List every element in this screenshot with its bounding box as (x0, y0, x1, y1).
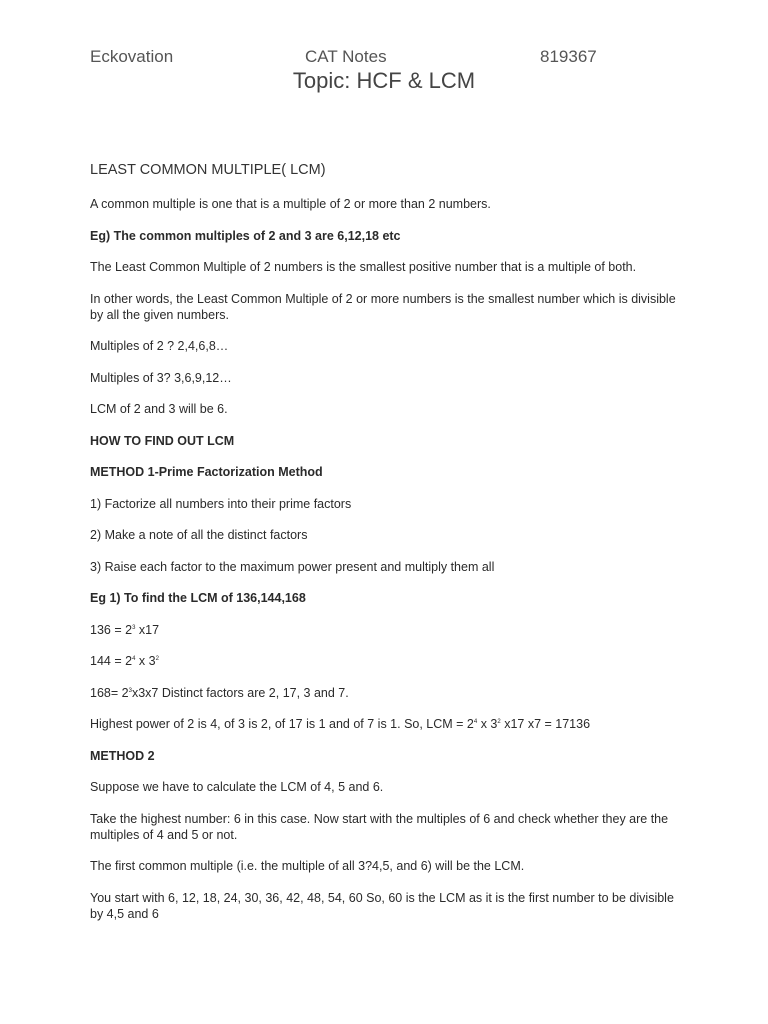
document-id: 819367 (540, 47, 597, 66)
heading-how-to-find: HOW TO FIND OUT LCM (90, 433, 235, 448)
factorization-136 (90, 622, 680, 638)
paragraph-method2-highest: Take the highest number: 6 in this case. Now start with the multiples of 6 and check whether they are the multiples of 4 and 5 or not. (90, 811, 669, 842)
factorization-136-base: 136 = 2 (90, 622, 133, 637)
list-item-step-3: 3) Raise each factor to the maximum power present and multiply them all (90, 559, 495, 574)
paragraph-lcm-definition: The Least Common Multiple of 2 numbers is the smallest positive number that is a multiple of both. (90, 260, 637, 274)
heading-example-1: Eg 1) To find the LCM of 136,144,168 (90, 591, 306, 605)
paragraph-method2-first-common: The first common multiple (i.e. the multiple of all 3?4,5, and 6) will be the LCM. (90, 859, 525, 873)
factorization-144-exponent-2: 2 (155, 656, 159, 662)
paragraph-lcm-other-words: In other words, the Least Common Multiple of 2 or more numbers is the smallest number which is divisible by all the given numbers. (90, 291, 676, 322)
highest-power-text: Highest power of 2 is 4, of 3 is 2, of 17 is 1 and of 7 is 1. So, LCM = 2 (90, 717, 474, 731)
brand-name: Eckovation (90, 47, 174, 66)
document-header (0, 47, 768, 69)
factorization-144 (90, 653, 680, 669)
paragraph-definition: A common multiple is one that is a multiple of 2 or more than 2 numbers. (90, 197, 491, 211)
highest-power-summary (90, 716, 680, 732)
highest-power-exponent-2: 2 (497, 719, 501, 725)
factorization-168 (90, 685, 680, 701)
section-title: LEAST COMMON MULTIPLE( LCM) (90, 162, 326, 178)
factorization-168-rest: x3x7 Distinct factors are 2, 17, 3 and 7. (131, 685, 349, 700)
paragraph-method2-intro: Suppose we have to calculate the LCM of 4, 5 and 6. (90, 780, 384, 794)
highest-power-mid: x 3 (477, 717, 498, 731)
series-name: CAT Notes (305, 47, 387, 66)
heading-method-1: METHOD 1-Prime Factorization Method (90, 465, 323, 479)
factorization-144-exponent-1: 4 (132, 656, 136, 662)
heading-method-2: METHOD 2 (90, 748, 155, 763)
list-item-step-1: 1) Factorize all numbers into their prime factors (90, 496, 352, 511)
paragraph-multiples-of-2: Multiples of 2 ? 2,4,6,8… (90, 339, 229, 353)
list-item-step-2: 2) Make a note of all the distinct factors (90, 528, 308, 542)
factorization-168-base: 168= 2 (90, 685, 129, 700)
factorization-144-mid: x 3 (135, 654, 156, 668)
factorization-136-rest: x17 (135, 622, 160, 637)
highest-power-exponent-1: 4 (473, 719, 478, 725)
paragraph-method2-sequence: You start with 6, 12, 18, 24, 30, 36, 42, 48, 54, 60 So, 60 is the LCM as it is the first number to be divisible by 4,5 and 6 (90, 890, 674, 921)
document-body (90, 162, 680, 937)
factorization-168-exponent: 3 (128, 687, 132, 694)
paragraph-multiples-of-3: Multiples of 3? 3,6,9,12… (90, 370, 232, 385)
highest-power-result: x17 x7 = 17136 (500, 717, 591, 731)
paragraph-example-common: Eg) The common multiples of 2 and 3 are 6,12,18 etc (90, 228, 401, 243)
page-title: Topic: HCF & LCM (292, 68, 476, 93)
paragraph-lcm-of-2-3: LCM of 2 and 3 will be 6. (90, 402, 228, 416)
factorization-136-exponent: 3 (132, 624, 136, 631)
factorization-144-base: 144 = 2 (90, 654, 133, 668)
